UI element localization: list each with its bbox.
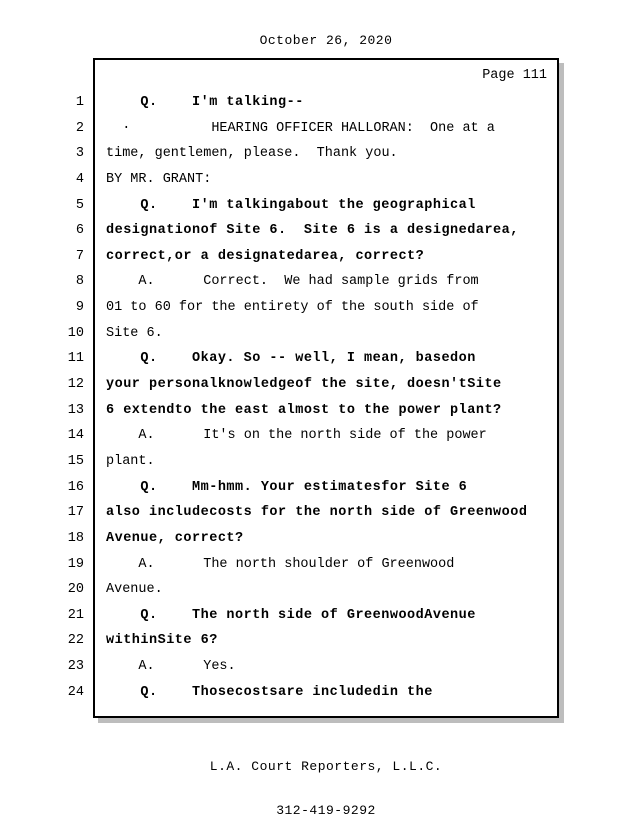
transcript-line (0, 116, 618, 142)
line-number: 23 (67, 659, 84, 675)
line-number: 15 (67, 453, 84, 469)
transcript-line (0, 90, 618, 116)
line-number: 16 (67, 479, 84, 495)
transcript-line (0, 346, 618, 372)
line-number: 2 (75, 120, 84, 136)
transcript-line (0, 398, 618, 424)
transcript-line (0, 475, 618, 501)
line-number: 18 (67, 530, 84, 546)
line-text: Q. Okay. So -- well, I mean, basedon (106, 351, 476, 367)
transcript-line (0, 603, 618, 629)
transcript-line (0, 218, 618, 244)
transcript-line (0, 167, 618, 193)
line-number: 5 (75, 197, 84, 213)
transcript-line (0, 269, 618, 295)
transcript-line (0, 577, 618, 603)
line-text: Avenue, correct? (106, 530, 244, 546)
line-number: 10 (67, 325, 84, 341)
line-text: A. Correct. We had sample grids from (106, 274, 479, 290)
line-text: BY MR. GRANT: (106, 171, 212, 187)
transcript-line (0, 193, 618, 219)
line-number: 3 (75, 146, 84, 162)
transcript-line (0, 449, 618, 475)
transcript-line (0, 295, 618, 321)
transcript-line (0, 526, 618, 552)
line-text: Q. I'm talking-- (106, 95, 304, 110)
line-text: Q. I'm talkingabout the geographical (106, 197, 476, 213)
page-number-label: Page 111 (482, 68, 547, 83)
line-text: · HEARING OFFICER HALLORAN: One at a (106, 120, 495, 136)
line-number: 1 (75, 95, 84, 110)
line-text: plant. (106, 453, 155, 469)
line-text: A. Yes. (106, 659, 236, 675)
transcript-line (0, 321, 618, 347)
line-number: 11 (67, 351, 84, 367)
line-text: A. It's on the north side of the power (106, 428, 487, 444)
transcript-lines (0, 90, 618, 705)
footer-company: L.A. Court Reporters, L.L.C. (209, 759, 443, 774)
transcript-line (0, 423, 618, 449)
line-text: 01 to 60 for the entirety of the south side of (106, 300, 479, 316)
transcript-line (0, 552, 618, 578)
line-number: 21 (67, 607, 84, 623)
line-number: 9 (75, 300, 84, 316)
line-text: withinSite 6? (106, 633, 218, 649)
line-number: 13 (67, 402, 84, 418)
line-number: 17 (67, 505, 84, 521)
line-number: 20 (67, 582, 84, 598)
line-number: 14 (67, 428, 84, 444)
footer (93, 731, 559, 833)
line-text: correct,or a designatedarea, correct? (106, 248, 425, 264)
header-date: October 26, 2020 (259, 33, 393, 48)
line-text: Q. The north side of GreenwoodAvenue (106, 607, 476, 623)
line-text: Avenue. (106, 582, 163, 598)
transcript-line (0, 244, 618, 270)
line-number: 22 (67, 633, 84, 649)
line-number: 19 (67, 556, 84, 572)
footer-phone: 312-419-9292 (276, 802, 376, 818)
line-text: A. The north shoulder of Greenwood (106, 556, 455, 572)
transcript-line (0, 141, 618, 167)
transcript-line (0, 372, 618, 398)
line-text: time, gentlemen, please. Thank you. (106, 146, 398, 162)
line-text: Q. Thosecostsare includedin the (106, 684, 433, 700)
line-number: 24 (67, 684, 84, 700)
line-text: 6 extendto the east almost to the power plant? (106, 402, 502, 418)
transcript-line (0, 680, 618, 706)
transcript-line (0, 654, 618, 680)
line-number: 4 (75, 171, 84, 187)
line-number: 8 (75, 274, 84, 290)
line-text: your personalknowledgeof the site, doesn'tSite (106, 377, 502, 393)
line-text: designationof Site 6. Site 6 is a designedarea, (106, 223, 519, 239)
transcript-line (0, 628, 618, 654)
transcript-line (0, 500, 618, 526)
line-text: Site 6. (106, 325, 163, 341)
line-number: 7 (75, 248, 84, 264)
line-text: Q. Mm-hmm. Your estimatesfor Site 6 (106, 479, 468, 495)
line-text: also includecosts for the north side of Greenwood (106, 505, 528, 521)
line-number: 12 (67, 377, 84, 393)
line-number: 6 (75, 223, 84, 239)
